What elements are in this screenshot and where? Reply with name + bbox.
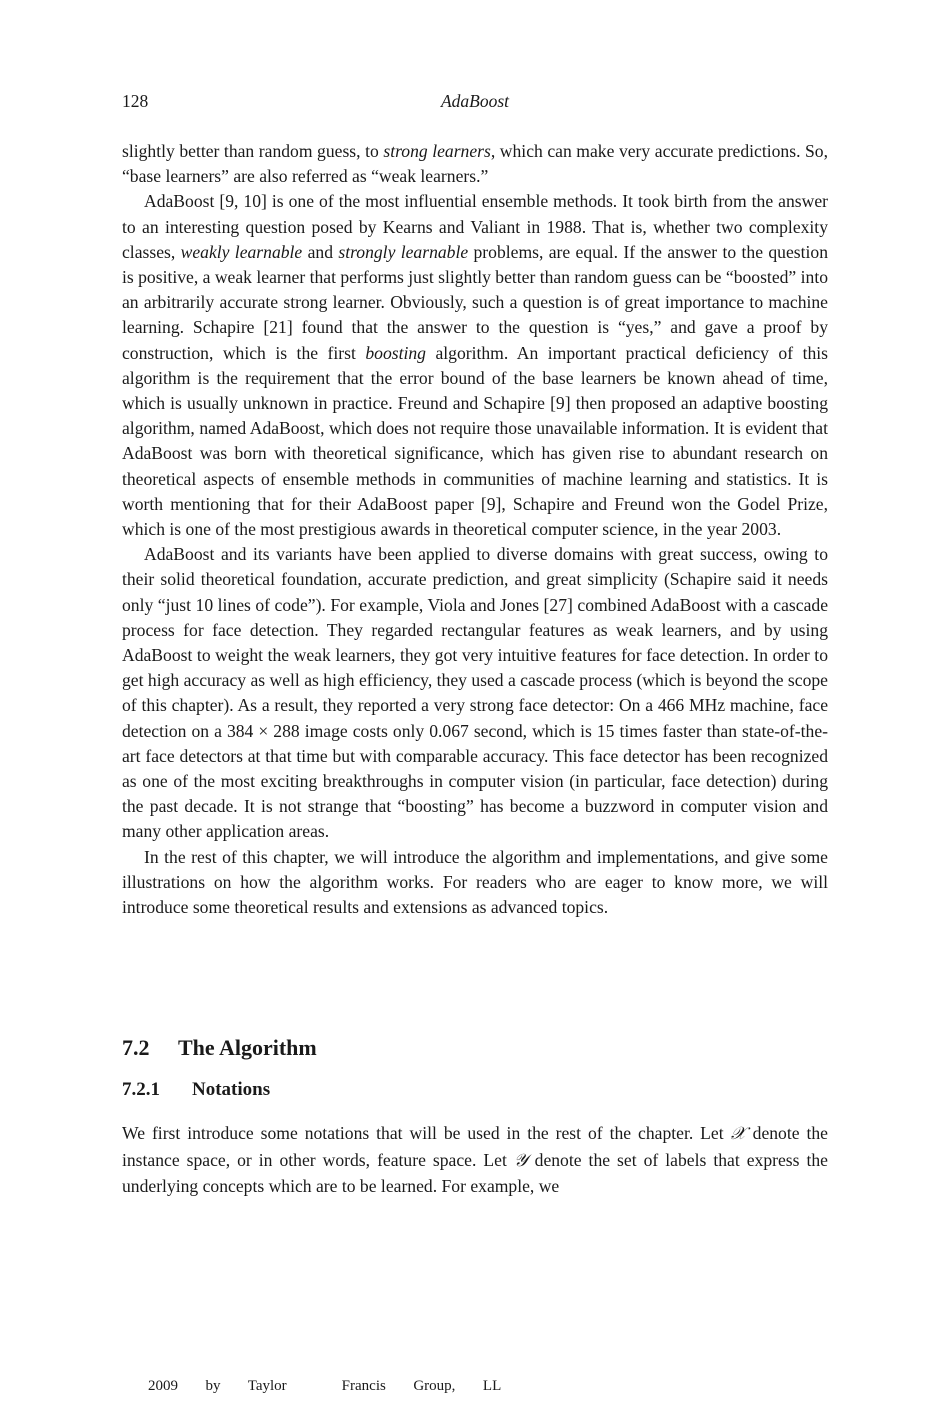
paragraph-2-text-d: algorithm. An important practical deficiency of this algorithm is the requirement that the error bound of the base learners be known ahead of time, which is usually unknown in practice. Freund and Schapire [9] then proposed an adaptive boosting algorithm, named AdaBoost, which does not require those unavailable information. It is evident that AdaBoost was born with theoretical significance, which has given rise to abundant research on theoretical aspects of ensemble methods in communities of machine learning and statistics. It is worth mentioning that for their AdaBoost paper [9], Schapire and Freund won the Godel Prize, which is one of the most prestigious awards in theoretical computer science, in the year 2003. — [122, 342, 828, 540]
term-strongly-learnable: strongly learnable — [338, 241, 469, 262]
term-weakly-learnable: weakly learnable — [180, 241, 303, 262]
subsection-heading — [122, 1078, 828, 1102]
section-title: The Algorithm — [178, 1035, 317, 1061]
symbol-instance-space: 𝒳 — [730, 1124, 746, 1145]
body-text — [122, 139, 828, 920]
subsection-title: Notations — [192, 1079, 271, 1101]
notations-paragraph — [122, 1121, 828, 1199]
subsection-number: 7.2.1 — [122, 1079, 160, 1101]
page-number: 128 — [122, 91, 149, 111]
copyright-footer: 2009 by Taylor Francis Group, LL — [148, 1378, 502, 1394]
running-title: AdaBoost — [440, 91, 510, 111]
term-boosting: boosting — [365, 342, 426, 363]
section-heading — [122, 1034, 828, 1062]
term-strong-learners: strong learners — [383, 141, 491, 161]
notations-text-b: denote the instance space, or in other words, feature space. Let — [122, 1123, 828, 1170]
section-number: 7.2 — [122, 1035, 150, 1061]
paragraph-1 — [122, 139, 828, 189]
running-head — [122, 88, 828, 118]
book-page — [122, 88, 828, 1199]
paragraph-1-text-a: slightly better than random guess, to — [122, 141, 384, 161]
symbol-label-set: 𝒴 — [513, 1150, 528, 1171]
paragraph-2-text-b: and — [302, 241, 339, 262]
notations-text-c: denote the set of labels that express the underlying concepts which are to be learned. For example, we — [122, 1149, 828, 1196]
paragraph-2-text-a: AdaBoost [9, 10] is one of the most influential ensemble methods. It took birth from the answer to an interesting question posed by Kearns and Valiant in 1988. That is, whether two complexity classes, — [122, 191, 828, 262]
paragraph-2-text-c: problems, are equal. If the answer to the question is positive, a weak learner that performs just slightly better than random guess can be “boosted” into an arbitrarily accurate strong learner. Obviously, such a question is of great importance to machine learning. Schapire [21] found that the answer to the question is “yes,” and gave a proof by construction, which is the first — [122, 241, 829, 363]
paragraph-4: In the rest of this chapter, we will introduce the algorithm and implementations, and give some illustrations on how the algorithm works. For readers who are eager to know more, we will introduce some theoretical results and extensions as advanced topics. — [122, 846, 828, 918]
paragraph-3: AdaBoost and its variants have been applied to diverse domains with great success, owing to their solid theoretical foundation, accurate prediction, and great simplicity (Schapire said it needs only “just 10 lines of code”). For example, Viola and Jones [27] combined AdaBoost with a cascade process for face detection. They regarded rectangular features as weak learners, and by using AdaBoost to weight the weak learners, they got very intuitive features for face detection. In order to get high accuracy as well as high efficiency, they used a cascade process (which is beyond the scope of this chapter). As a result, they reported a very strong face detector: On a 466 MHz machine, face detection on a 384 × 288 image costs only 0.067 second, which is 15 times faster than state-of-the-art face detectors at that time but with comparable accuracy. This face detector has been recognized as one of the most exciting breakthroughs in computer vision (in particular, face detection) during the past decade. It is not strange that “boosting” has become a buzzword in computer vision and many other application areas. — [122, 544, 828, 842]
paragraph-2 — [122, 189, 828, 542]
paragraph-1-text-b: , which can make very accurate predictions. So, “base learners” are also referred as “weak learners.” — [122, 141, 829, 187]
notations-text — [122, 1121, 828, 1199]
notations-text-a: We first introduce some notations that will be used in the rest of the chapter. Let — [122, 1123, 731, 1144]
